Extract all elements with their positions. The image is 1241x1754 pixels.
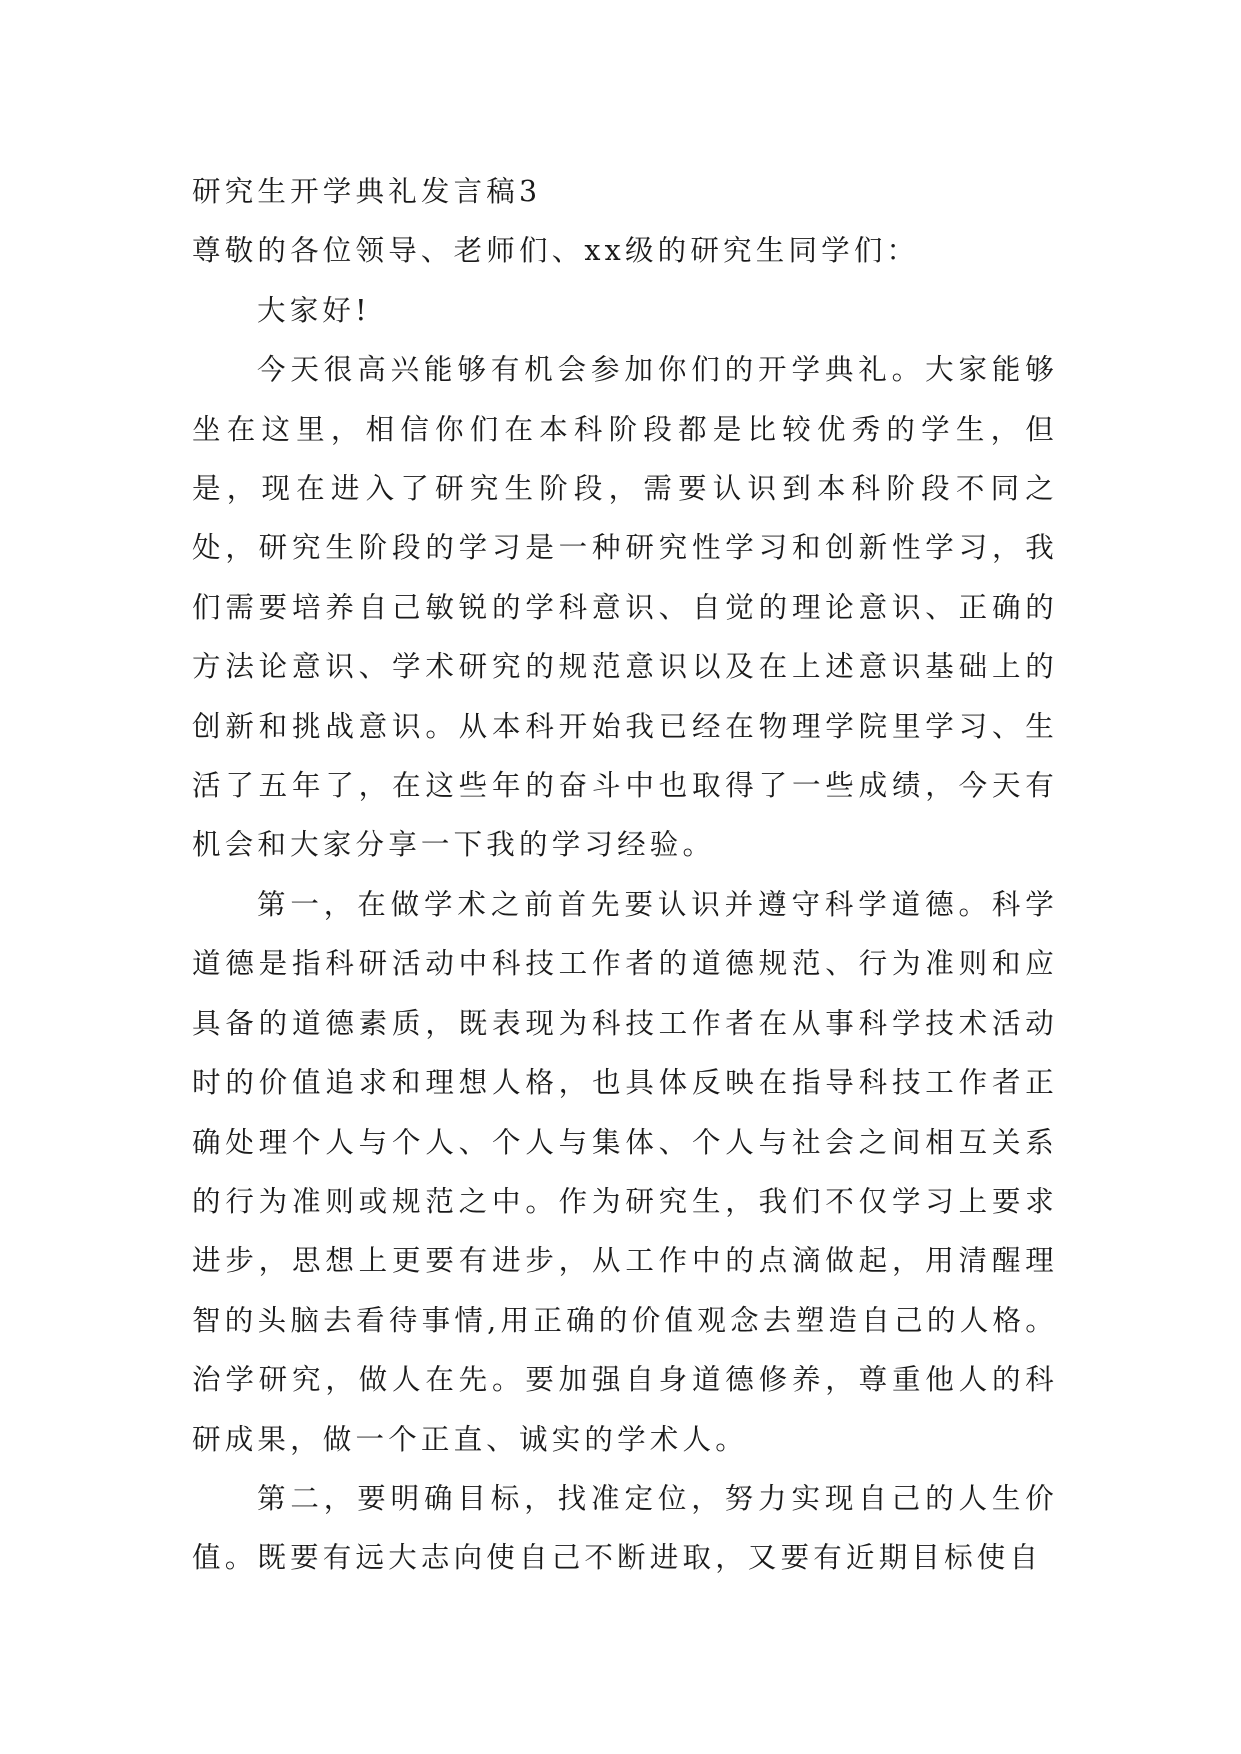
point-one-paragraph: 第一，在做学术之前首先要认识并遵守科学道德。科学道德是指科研活动中科技工作者的道德规范、行为准则和应具备的道德素质，既表现为科技工作者在从事科学技术活动时的价值追求和理想人格，也具体反映在指导科技工作者正确处理个人与个人、个人与集体、个人与社会之间相互关系的行为准则或规范之中。作为研究生，我们不仅学习上要求进步，思想上更要有进步，从工作中的点滴做起，用清醒理智的头脑去看待事情,用正确的价值观念去塑造自己的人格。治学研究，做人在先。要加强自身道德修养，尊重他人的科研成果，做一个正直、诚实的学术人。 bbox=[192, 887, 1058, 1456]
intro-paragraph: 今天很高兴能够有机会参加你们的开学典礼。大家能够坐在这里，相信你们在本科阶段都是比较优秀的学生，但是，现在进入了研究生阶段，需要认识到本科阶段不同之处，研究生阶段的学习是一种研究性学习和创新性学习，我们需要培养自己敏锐的学科意识、自觉的理论意识、正确的方法论意识、学术研究的规范意识以及在上述意识基础上的创新和挑战意识。从本科开始我已经在物理学院里学习、生活了五年了，在这些年的奋斗中也取得了一些成绩，今天有机会和大家分享一下我的学习经验。 bbox=[192, 353, 1058, 862]
greeting-paragraph: 大家好! bbox=[257, 293, 371, 327]
document-title: 研究生开学典礼发言稿3 bbox=[192, 175, 542, 208]
document-body bbox=[192, 162, 1058, 1588]
point-two-paragraph: 第二，要明确目标，找准定位，努力实现自己的人生价值。既要有远大志向使自己不断进取，又要有近期目标使自 bbox=[192, 1481, 1058, 1575]
salutation: 尊敬的各位领导、老师们、xx级的研究生同学们： bbox=[192, 234, 920, 268]
